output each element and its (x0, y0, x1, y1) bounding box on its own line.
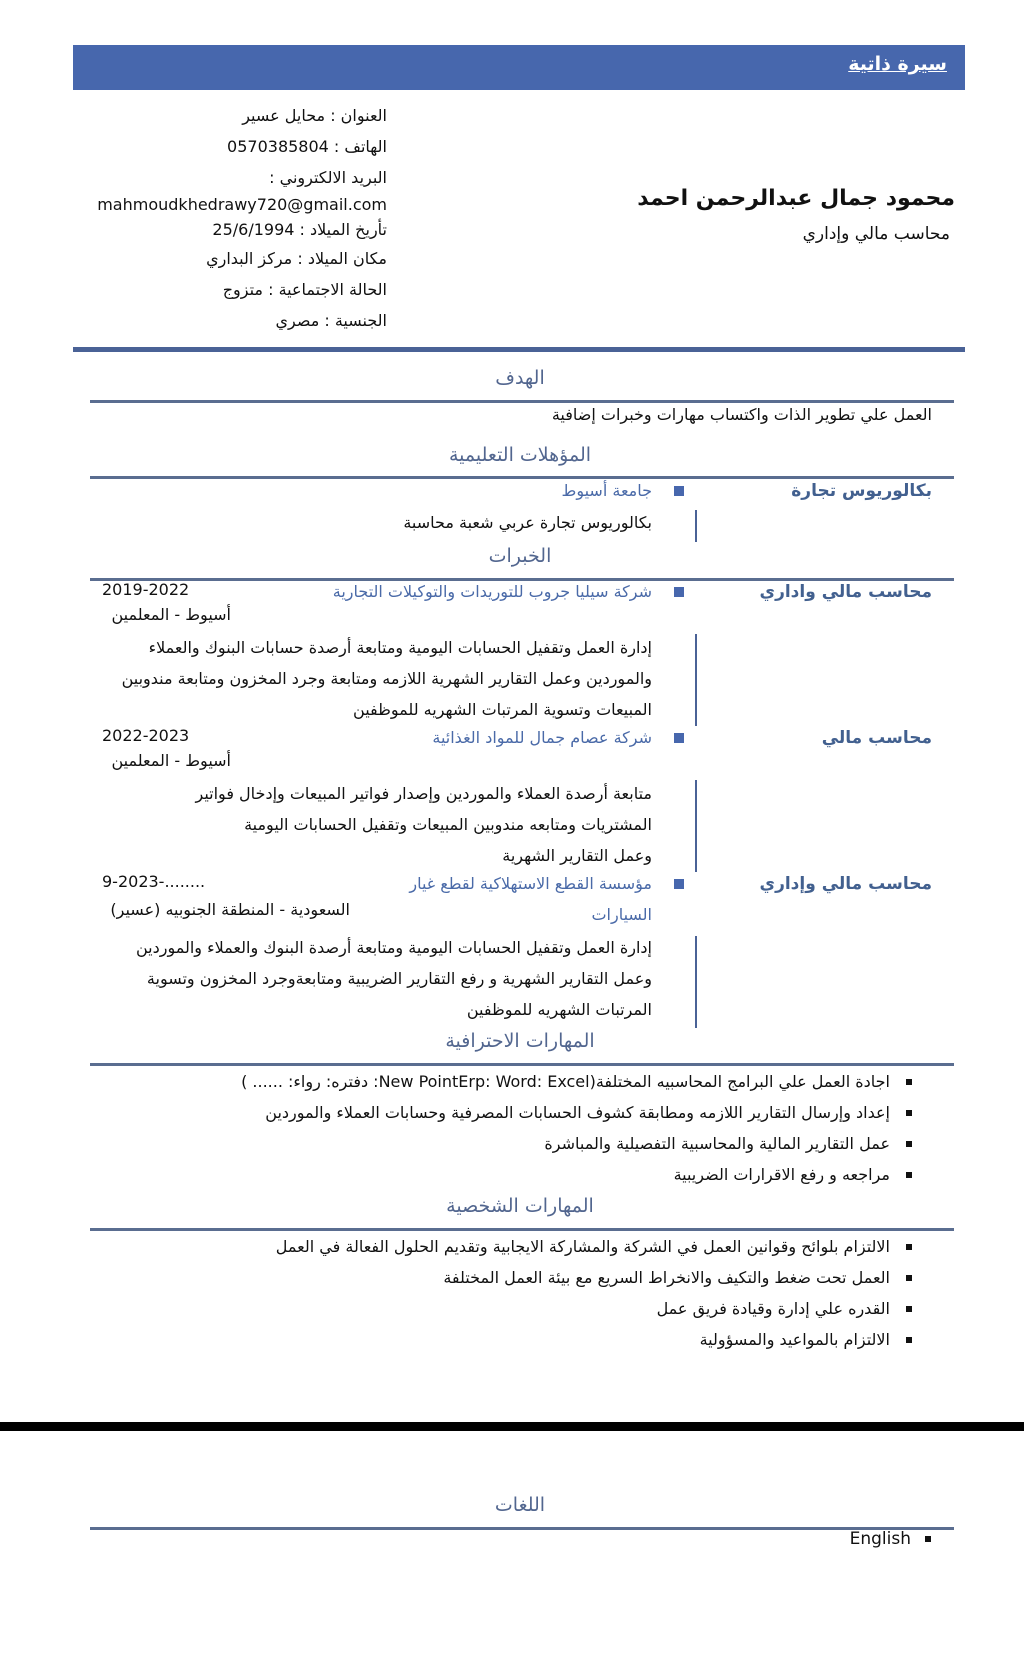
divider (73, 347, 965, 352)
person-name: محمود جمال عبدالرحمن احمد (637, 186, 955, 211)
page-break (0, 1422, 1024, 1431)
section-divider (90, 476, 954, 479)
description-line: إدارة العمل وتقفيل الحسابات اليومية ومتابعة أرصدة حسابات البنوك والعملاء (148, 638, 652, 657)
vertical-bar (695, 510, 697, 542)
education-details: بكالوريوس تجارة عربي شعبة محاسبة (403, 513, 652, 532)
bullet-icon (925, 1536, 931, 1542)
vertical-bar (695, 936, 697, 1028)
description-line: متابعة أرصدة العملاء والموردين وإصدار فواتير المبيعات وإدخال فواتير (195, 784, 652, 803)
document-title: سيرة ذاتية (848, 53, 947, 75)
experience-company: شركة عصام جمال للمواد الغذائية (432, 728, 652, 747)
experience-description (196, 778, 653, 871)
nationality: الجنسية : مصري (275, 311, 387, 330)
experience-role: محاسب مالي واداري (759, 582, 932, 602)
square-bullet-icon (674, 486, 684, 496)
language-item (850, 1529, 931, 1549)
list-item: عمل التقارير المالية والمحاسبية التفصيلية والمباشرة (241, 1128, 914, 1159)
section-heading-objective: الهدف (495, 367, 545, 389)
section-heading-experience: الخبرات (488, 545, 552, 567)
birth-date: تأريخ الميلاد : 25/6/1994 (212, 220, 387, 239)
experience-company: شركة سيليا جروب للتوريدات والتوكيلات التجارية (332, 582, 652, 601)
objective-text: العمل علي تطوير الذات واكتساب مهارات وخبرات إضافية (551, 405, 932, 424)
description-line: المرتبات الشهريه للموظفين (466, 1000, 652, 1019)
birth-place: مكان الميلاد : مركز البداري (206, 249, 387, 268)
description-line: وعمل التقارير الشهرية و رفع التقارير الضريبية ومتابعةوجرد المخزون وتسوية (146, 969, 652, 988)
personal-skills-list (276, 1231, 914, 1355)
vertical-bar (695, 634, 697, 726)
description-line: والموردين وعمل التقارير الشهرية اللازمه ومتابعة وجرد المخزون ومتابعة مندوبين (121, 669, 652, 688)
description-line: وعمل التقارير الشهرية (502, 846, 652, 865)
experience-description (136, 932, 652, 1025)
experience-period: 2022-2023 (102, 726, 190, 745)
education-degree: بكالوريوس تجارة (791, 481, 932, 501)
description-line: إدارة العمل وتقفيل الحسابات اليومية ومتابعة أرصدة البنوك والعملاء والموردين (135, 938, 652, 957)
description-line: المبيعات وتسوية المرتبات الشهريه للموظفين (353, 700, 652, 719)
square-bullet-icon (674, 587, 684, 597)
list-item: مراجعه و رفع الاقرارات الضريبية (241, 1159, 914, 1190)
experience-company-line2: السيارات (591, 905, 652, 924)
list-item: القدره علي إدارة وقيادة فريق عمل (276, 1293, 914, 1324)
experience-role: محاسب مالي وإداري (759, 874, 932, 894)
phone: الهاتف : 0570385804 (227, 137, 387, 156)
experience-company: مؤسسة القطع الاستهلاكية لقطع غيار (409, 874, 652, 893)
list-item: إعداد وإرسال التقارير اللازمه ومطابقة كشوف الحسابات المصرفية وحسابات العملاء والموردين (241, 1097, 914, 1128)
vertical-bar (695, 780, 697, 872)
section-divider (90, 578, 954, 581)
header-bar (73, 45, 965, 90)
square-bullet-icon (674, 733, 684, 743)
list-item: الالتزام بلوائح وقوانين العمل في الشركة والمشاركة الايجابية وتقديم الحلول الفعالة في العمل (276, 1231, 914, 1262)
experience-location: أسيوط - المعلمين (111, 605, 231, 624)
professional-skills-list (241, 1066, 914, 1190)
marital-status: الحالة الاجتماعية : متزوج (222, 280, 387, 299)
email-label: البريد الالكتروني : (269, 168, 387, 187)
contact-info (67, 100, 387, 336)
experience-description (122, 632, 652, 725)
section-heading-professional-skills: المهارات الاحترافية (445, 1030, 595, 1052)
list-item: الالتزام بالمواعيد والمسؤولية (276, 1324, 914, 1355)
section-divider (90, 1527, 954, 1530)
square-bullet-icon (674, 879, 684, 889)
description-line: المشتريات ومتابعه مندوبين المبيعات وتقفيل الحسابات اليومية (244, 815, 652, 834)
experience-period: 9-2023-........ (102, 872, 206, 891)
section-heading-languages: اللغات (494, 1494, 546, 1516)
language-name: English (849, 1529, 911, 1549)
address: العنوان : محايل عسير (242, 106, 387, 125)
section-heading-education: المؤهلات التعليمية (448, 444, 592, 466)
list-item: اجادة العمل علي البرامج المحاسبيه المختلفة(New PointErp: Word: Excel: دفتره: رواء: ...... ) (241, 1066, 914, 1097)
job-title: محاسب مالي وإداري (802, 224, 950, 244)
experience-location: السعودية - المنطقة الجنوبيه (عسير) (110, 900, 350, 919)
education-institution: جامعة أسيوط (561, 481, 652, 500)
email: mahmoudkhedrawy720@gmail.com (97, 195, 387, 214)
section-heading-personal-skills: المهارات الشخصية (446, 1195, 594, 1217)
experience-role: محاسب مالي (821, 728, 932, 748)
section-divider (90, 400, 954, 403)
experience-location: أسيوط - المعلمين (111, 751, 231, 770)
list-item: العمل تحت ضغط والتكيف والانخراط السريع مع بيئة العمل المختلفة (276, 1262, 914, 1293)
experience-period: 2019-2022 (102, 580, 190, 599)
